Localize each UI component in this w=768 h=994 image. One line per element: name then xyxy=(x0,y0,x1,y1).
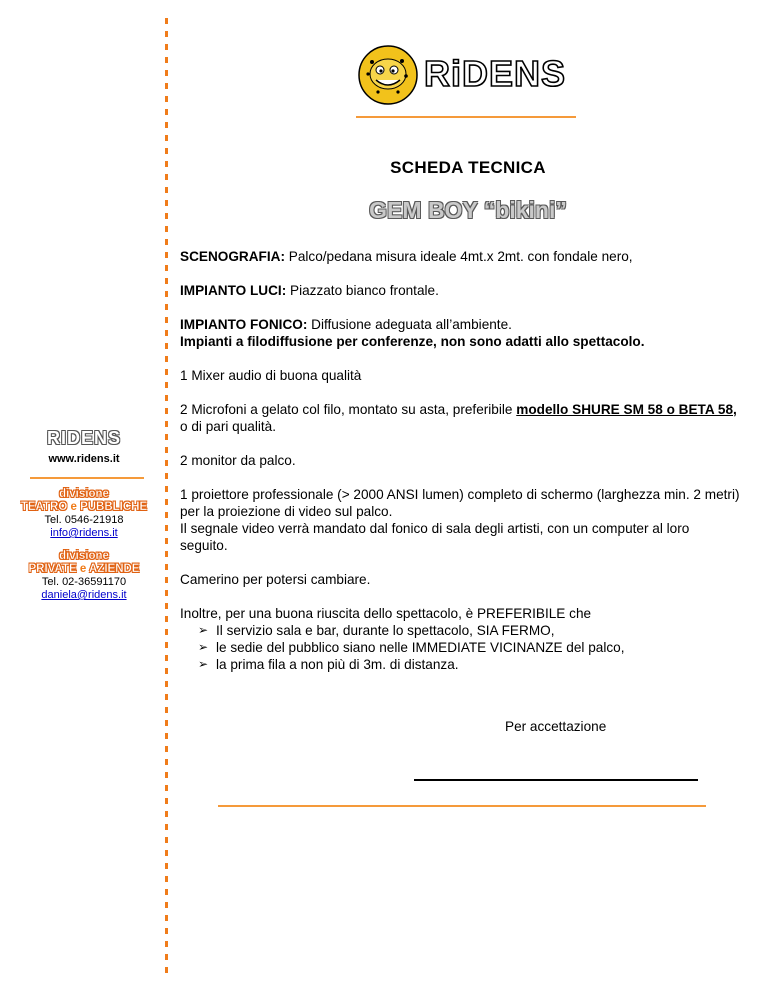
scenografia-label: SCENOGRAFIA: xyxy=(180,249,285,264)
projector-paragraph xyxy=(180,486,740,554)
scenografia-text: Palco/pedana misura ideale 4mt.x 2mt. con fondale nero, xyxy=(284,249,633,264)
technical-specs xyxy=(180,248,740,673)
scenografia-paragraph xyxy=(180,248,740,265)
footer-divider xyxy=(218,805,706,807)
division-name-part: AZIENDE xyxy=(89,563,140,575)
list-item: ➢ Il servizio sala e bar, durante lo spettacolo, SIA FERMO, xyxy=(198,622,740,639)
division-name-part: e xyxy=(67,501,81,513)
luci-paragraph xyxy=(180,282,740,299)
fonico-paragraph xyxy=(180,316,740,350)
signature-line[interactable] xyxy=(414,779,698,781)
division-phone: Tel. 0546-21918 xyxy=(44,514,124,526)
camerino-paragraph: Camerino per potersi cambiare. xyxy=(180,572,371,587)
division-email-wrap xyxy=(14,527,154,540)
fonico-note: Impianti a filodiffusione per conferenze, non sono adatti allo spettacolo. xyxy=(180,334,645,349)
sidebar-divider xyxy=(30,477,144,479)
sidebar-logo: RIDENS xyxy=(46,428,121,448)
projector-text-2: Il segnale video verrà mandato dal fonico di sala degli artisti, con un computer al loro seguito. xyxy=(180,521,690,553)
division-name xyxy=(14,563,154,576)
show-title: GEM BOY “bikini” xyxy=(369,197,567,223)
ridens-logo-text: RiDENS xyxy=(424,53,567,94)
fonico-label: IMPIANTO FONICO: xyxy=(180,317,308,332)
acceptance-label: Per accettazione xyxy=(505,719,607,734)
division-email-link[interactable]: daniela@ridens.it xyxy=(41,589,127,601)
sidebar-url[interactable]: www.ridens.it xyxy=(48,453,120,465)
fonico-text: Diffusione adeguata all’ambiente. xyxy=(307,317,512,332)
monitor-paragraph: 2 monitor da palco. xyxy=(180,453,296,468)
mic-prefix: 2 Microfoni a gelato col filo, montato su asta, preferibile xyxy=(180,402,517,417)
ridens-logo xyxy=(358,44,568,106)
division-name-part: PRIVATE xyxy=(28,563,77,575)
division-phone: Tel. 02-36591170 xyxy=(41,576,127,588)
mic-suffix: o di pari qualità. xyxy=(180,419,276,434)
mic-model: modello SHURE SM 58 o BETA 58, xyxy=(516,402,737,417)
document-title: SCHEDA TECNICA xyxy=(390,158,546,177)
list-item: ➢ la prima fila a non più di 3m. di distanza. xyxy=(198,656,740,673)
division-name-part: PUBBLICHE xyxy=(80,501,148,513)
division-name xyxy=(14,501,154,514)
microphone-paragraph xyxy=(180,401,740,435)
mixer-paragraph: 1 Mixer audio di buona qualità xyxy=(180,368,362,383)
luci-text: Piazzato bianco frontale. xyxy=(286,283,439,298)
division-teatro xyxy=(14,488,154,540)
division-name-part: e xyxy=(76,563,89,575)
projector-text-1: 1 proiettore professionale (> 2000 ANSI lumen) completo di schermo (larghezza min. 2 metri) per la proiezione di video sul palco. xyxy=(180,487,740,519)
luci-label: IMPIANTO LUCI: xyxy=(180,283,287,298)
division-heading: divisione xyxy=(59,550,109,562)
logo-underline xyxy=(356,116,576,118)
leopard-logo-icon xyxy=(358,44,568,106)
division-private xyxy=(14,550,154,602)
division-heading: divisione xyxy=(59,488,109,500)
division-email-link[interactable]: info@ridens.it xyxy=(50,527,118,539)
requirements-list xyxy=(180,622,740,673)
division-name-part: TEATRO xyxy=(20,501,68,513)
division-email-wrap xyxy=(14,589,154,602)
list-item: ➢ le sedie del pubblico siano nelle IMMEDIATE VICINANZE del palco, xyxy=(198,639,740,656)
inoltre-paragraph: Inoltre, per una buona riuscita dello spettacolo, è PREFERIBILE che xyxy=(180,606,592,621)
